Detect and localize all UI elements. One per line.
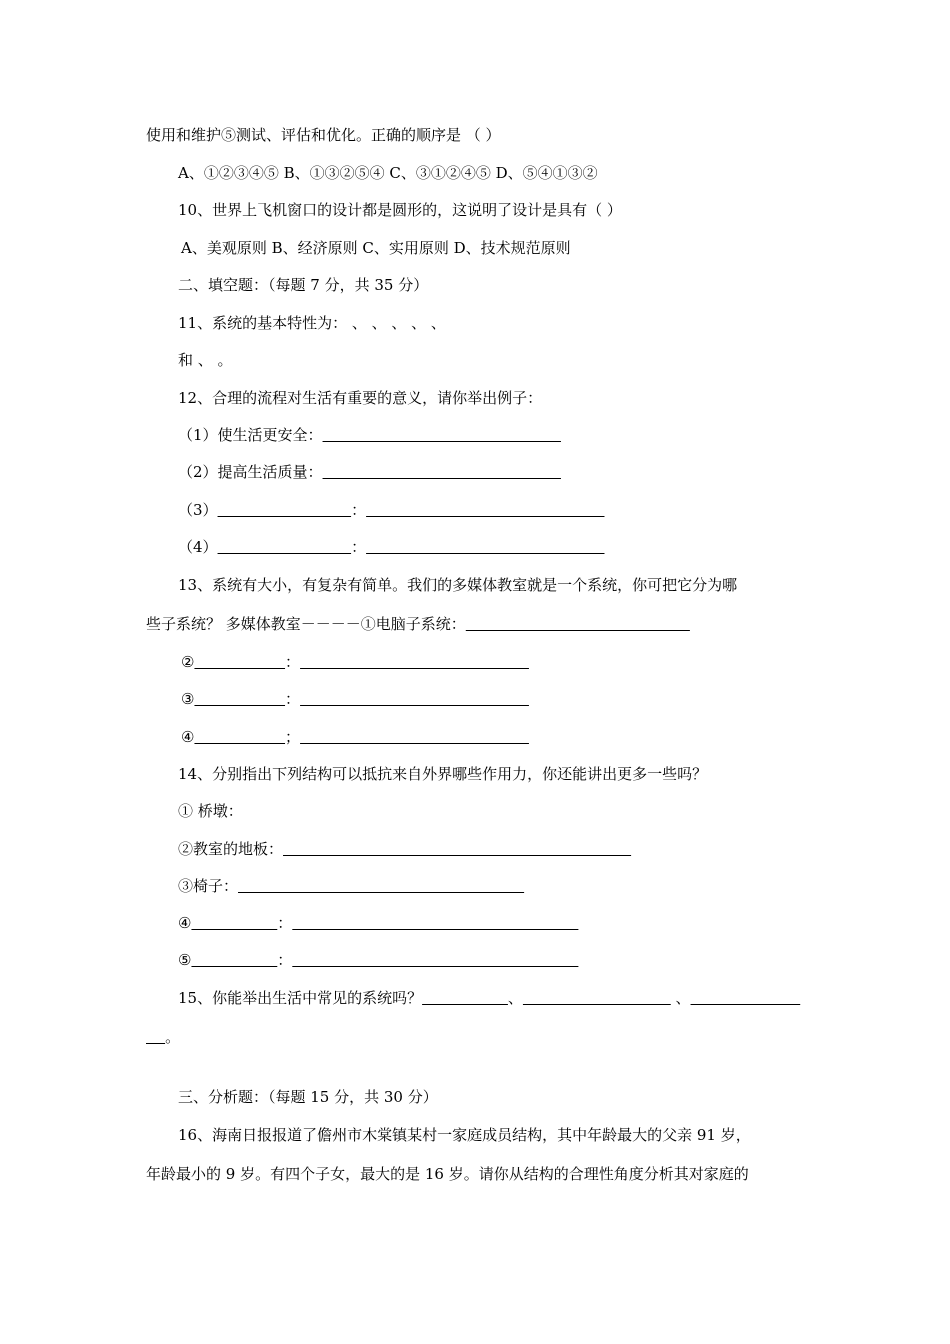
q13-item-3-name-blank[interactable]: [194, 690, 285, 708]
q14-item-5-label: ⑤: [178, 951, 192, 969]
q13-item-3-blank[interactable]: [300, 690, 529, 708]
q13-item-2-name-blank[interactable]: [194, 653, 285, 671]
q13-item-3-label: ③: [181, 690, 195, 708]
q12-item-1: [178, 425, 561, 445]
q12-item-2-blank[interactable]: [323, 463, 561, 481]
q14-item-5-name-blank[interactable]: [191, 951, 277, 969]
q14-item-4: [178, 913, 578, 933]
section-3-heading: 三、分析题：（每题 15 分，共 30 分）: [178, 1088, 438, 1106]
colon: ：: [285, 653, 301, 671]
q14-item-5-blank[interactable]: [292, 951, 578, 969]
q13-item-4-name-blank[interactable]: [194, 728, 285, 746]
q13-item-4: [181, 727, 529, 747]
q14-text: 14、分别指出下列结构可以抵抗来自外界哪些作用力，你还能讲出更多一些吗？: [178, 765, 708, 783]
q14-item-3-label: ③椅子：: [178, 877, 239, 895]
q13-blank-1[interactable]: [466, 615, 690, 633]
q12-item-3-name-blank[interactable]: [218, 501, 352, 519]
q13-item-4-blank[interactable]: [300, 728, 529, 746]
colon: ：: [277, 951, 293, 969]
period: 。: [165, 1028, 181, 1046]
q14-item-4-label: ④: [178, 914, 192, 932]
q16-text: 16、海南日报报道了儋州市木棠镇某村一家庭成员结构，其中年龄最大的父亲 91 岁，: [178, 1126, 751, 1144]
q9-line-end: 使用和维护⑤测试、评估和优化。正确的顺序是 （ ）: [146, 126, 501, 144]
q10-text: 10、世界上飞机窗口的设计都是圆形的，这说明了设计是具有（ ）: [178, 201, 622, 219]
q12-item-4-name-blank[interactable]: [218, 538, 352, 556]
q12-item-3: [178, 500, 604, 520]
q15-blank-1[interactable]: [422, 989, 508, 1007]
q15-blank-3[interactable]: [691, 989, 801, 1007]
colon: ：: [351, 538, 367, 556]
q12-item-4: [178, 537, 604, 557]
q13-text-cont: [146, 614, 690, 634]
comma: 、: [675, 989, 691, 1007]
q11-text-cont: 和 、 。: [178, 351, 233, 369]
q12-item-1-label: （1）使生活更安全：: [178, 426, 323, 444]
q14-item-4-blank[interactable]: [292, 914, 578, 932]
q13-item-2: [181, 652, 529, 672]
q14-item-4-name-blank[interactable]: [191, 914, 277, 932]
q12-item-2: [178, 462, 561, 482]
q16-text-cont: 年龄最小的 9 岁。有四个子女，最大的是 16 岁。请你从结构的合理性角度分析其对家庭的: [146, 1165, 749, 1183]
q12-item-4-label: （4）: [178, 538, 218, 556]
q15-label: 15、你能举出生活中常见的系统吗？: [178, 989, 423, 1007]
q14-item-1: ① 桥墩：: [178, 802, 243, 820]
q13-item-4-label: ④: [181, 728, 195, 746]
q12-item-1-blank[interactable]: [323, 426, 561, 444]
q13-item-3: [181, 689, 529, 709]
colon: ：: [285, 690, 301, 708]
q15-text: [178, 988, 800, 1008]
q14-item-3-blank[interactable]: [238, 877, 524, 895]
q14-item-2-blank[interactable]: [283, 840, 631, 858]
q9-options: A、①②③④⑤ B、①③②⑤④ C、③①②④⑤ D、⑤④①③②: [178, 164, 598, 182]
comma: 、: [507, 989, 523, 1007]
q12-item-4-blank[interactable]: [366, 538, 604, 556]
q10-options: A、美观原则 B、经济原则 C、实用原则 D、技术规范原则: [181, 239, 571, 257]
q12-item-2-label: （2）提高生活质量：: [178, 463, 323, 481]
q13-item-2-label: ②: [181, 653, 195, 671]
colon: ：: [351, 501, 367, 519]
q12-item-3-label: （3）: [178, 501, 218, 519]
q14-item-2-label: ②教室的地板：: [178, 840, 284, 858]
section-2-heading: 二、填空题：（每题 7 分，共 35 分）: [178, 276, 429, 294]
q12-text: 12、合理的流程对生活有重要的意义，请你举出例子：: [178, 389, 543, 407]
q14-item-3: [178, 876, 524, 896]
colon: ：: [277, 914, 293, 932]
q15-text-cont: [146, 1027, 180, 1047]
q14-item-5: [178, 950, 578, 970]
q13-text: 13、系统有大小，有复杂有简单。我们的多媒体教室就是一个系统，你可把它分为哪: [178, 576, 738, 594]
q15-blank-3-cont[interactable]: [146, 1028, 165, 1046]
q13-label: 些子系统？ 多媒体教室－－－－①电脑子系统：: [146, 615, 466, 633]
q12-item-3-blank[interactable]: [366, 501, 604, 519]
q15-blank-2[interactable]: [523, 989, 671, 1007]
q11-text: 11、系统的基本特性为： 、 、 、 、 、: [178, 314, 446, 332]
semicolon: ；: [285, 728, 301, 746]
q14-item-2: [178, 839, 631, 859]
q13-item-2-blank[interactable]: [300, 653, 529, 671]
